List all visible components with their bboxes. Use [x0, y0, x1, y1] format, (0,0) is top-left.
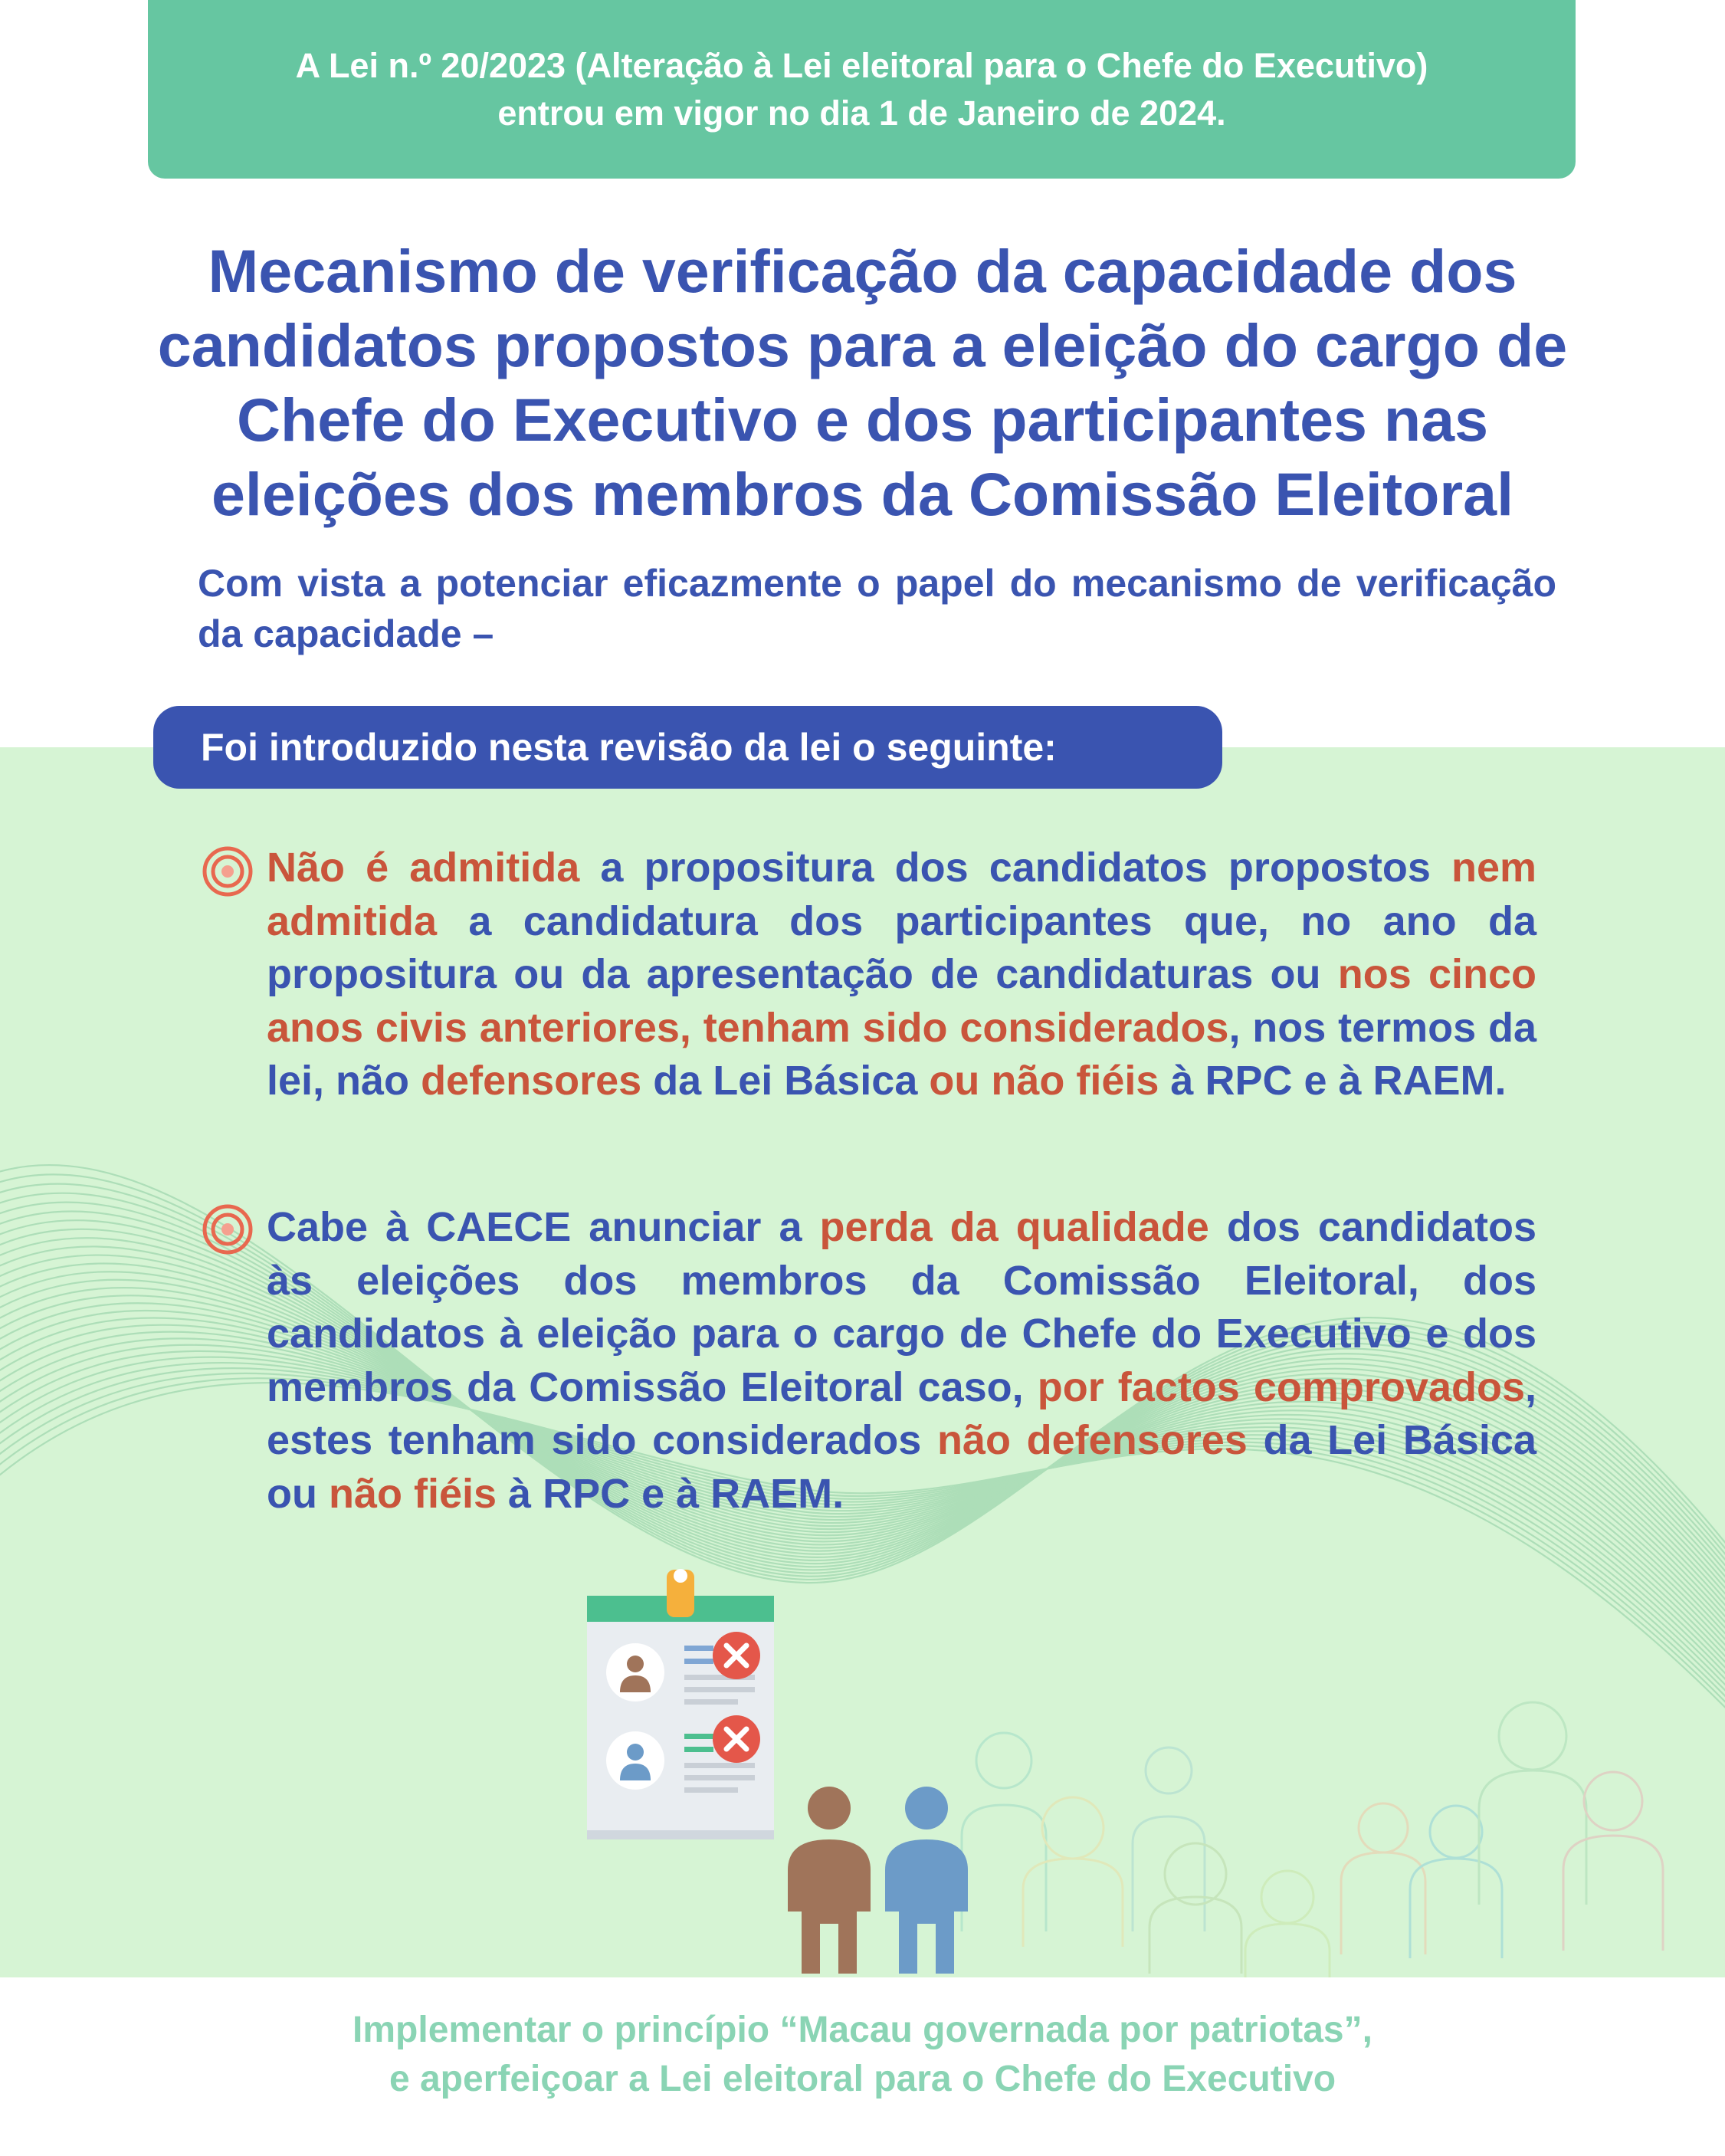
section-label-pill: Foi introduzido nesta revisão da lei o seguinte:	[153, 706, 1222, 789]
highlighted-text: não fiéis	[328, 1470, 497, 1517]
title-line-2: candidatos propostos para a eleição do cargo de	[157, 311, 1568, 379]
page-title	[115, 234, 1610, 531]
rule-text: da Lei Básica	[641, 1058, 930, 1104]
target-circle-icon	[201, 1203, 254, 1256]
title-line-3: Chefe do Executivo e dos participantes nas	[236, 386, 1489, 454]
rule-text: à RPC e à RAEM.	[1159, 1058, 1507, 1104]
banner-line-2: entrou em vigor no dia 1 de Janeiro de 2024.	[497, 93, 1226, 133]
title-line-1: Mecanismo de verificação da capacidade dos	[208, 237, 1517, 305]
highlighted-text: ou não fiéis	[929, 1058, 1159, 1104]
highlighted-text: por factos comprovados	[1037, 1363, 1525, 1410]
title-line-4: eleições dos membros da Comissão Eleitoral	[211, 460, 1514, 528]
rule-text: da Lei Básica ou	[267, 1417, 1536, 1517]
highlighted-text: nos cinco anos civis anteriores, tenham sido considerados	[267, 951, 1536, 1051]
banner-line-1: A Lei n.º 20/2023 (Alteração à Lei eleitoral para o Chefe do Executivo)	[295, 45, 1428, 85]
footer-slogan	[0, 2006, 1725, 2104]
intro-text: Com vista a potenciar eficazmente o papel do mecanismo de verificação da capacidade –	[198, 562, 1556, 655]
target-circle-icon	[201, 845, 254, 898]
rule-text: a candidatura dos participantes que, no ano da propositura ou da apresentação de candidaturas ou	[267, 898, 1536, 997]
rule-text: dos candidatos às eleições dos membros da Comissão Eleitoral, dos candidatos à eleição para o cargo de Chefe do Executivo e dos membros da Comissão Eleitoral caso,	[267, 1204, 1536, 1410]
rule-text: Cabe à CAECE anunciar a	[267, 1204, 820, 1250]
highlighted-text: não defensores	[936, 1417, 1248, 1463]
highlighted-text: Não é admitida	[267, 845, 580, 891]
background-crowd-icon	[962, 1702, 1663, 1977]
highlighted-text: perda da qualidade	[819, 1204, 1209, 1250]
footer-line-2: e aperfeiçoar a Lei eleitoral para o Chefe do Executivo	[389, 2059, 1336, 2099]
rule-text: a propositura dos candidatos propostos	[579, 845, 1451, 891]
footer-line-1: Implementar o princípio “Macau governada por patriotas”,	[353, 2010, 1372, 2050]
rule-item-inadmissibility	[267, 842, 1536, 1108]
highlighted-text: defensores	[421, 1058, 642, 1104]
rule-text: , nos termos da lei, não	[267, 1004, 1536, 1104]
highlighted-text: nem admitida	[267, 845, 1536, 944]
rule-text: , estes tenham sido considerados	[267, 1363, 1537, 1463]
rule-item-loss-of-status	[267, 1201, 1536, 1521]
law-notice-banner	[148, 0, 1576, 179]
rule-text: à RPC e à RAEM.	[497, 1470, 844, 1517]
